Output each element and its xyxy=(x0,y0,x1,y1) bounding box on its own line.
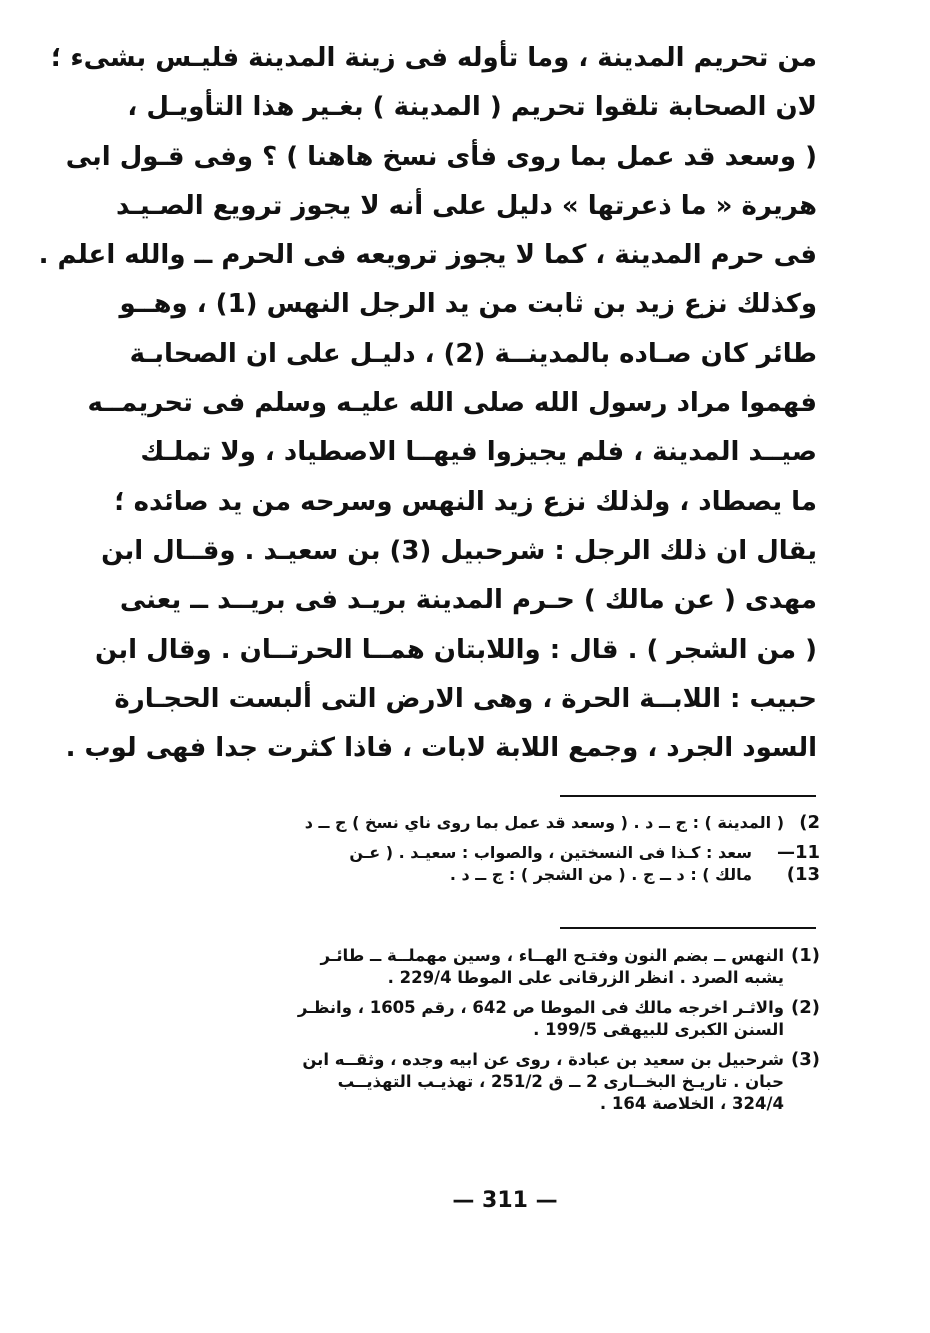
footnote xyxy=(150,997,820,1041)
text-line: وكذلك نزع زيد بن ثابت من يد الرجل النهس (1) ، وهــو xyxy=(119,289,817,320)
variant-note xyxy=(150,842,820,886)
footnote xyxy=(150,945,820,989)
text-line: ( من الشجر ) . قال : واللابتان همــا الحرتــان . وقال ابن xyxy=(95,634,817,665)
note-number: 11—13) xyxy=(776,842,820,885)
footnote-number: (2) xyxy=(791,997,820,1018)
text-line: فى حرم المدينة ، كما لا يجوز ترويعه فى الحرم ــ والله اعلم . xyxy=(38,240,817,271)
footnote-line: والاثـر اخرجه مالك فى الموطا ص 642 ، رقم 1605 ، وانظـر xyxy=(297,998,784,1017)
note-line: سعد : كـذا فى النسختين ، والصواب : سعيـد . ( عـن xyxy=(349,843,752,862)
note-number: 2) xyxy=(799,812,820,833)
footnote-line: حبان . تاريـخ البخــارى 2 ــ ق 251/2 ، تهذيـب التهذيــب xyxy=(337,1072,784,1091)
note-line: ( المدينة ) : ج ــ د . ( وسعد قد عمل بما روى ناي نسخ ) ج ــ د xyxy=(304,813,784,832)
footnote-number: (3) xyxy=(791,1049,820,1070)
text-line: طائر كان صـاده بالمدينــة (2) ، دليـل على ان الصحابـة xyxy=(129,338,817,369)
separator-rule xyxy=(560,795,816,797)
variant-notes xyxy=(150,812,820,894)
text-line: مهدى ( عن مالك ) حـرم المدينة بريـد فى بريــد ــ يعنى xyxy=(119,585,817,616)
text-line: ( وسعد قد عمل بما روى فأى نسخ هاهنا ) ؟ وفى قـول ابى xyxy=(65,141,817,172)
page-number: — 311 — xyxy=(452,1188,558,1213)
text-line: من تحريم المدينة ، وما تأوله فى زينة المدينة فليـس بشىء ؛ xyxy=(50,43,817,73)
text-line: لان الصحابة تلقوا تحريم ( المدينة ) بغـير هذا التأويـل ، xyxy=(127,92,817,123)
variant-note xyxy=(150,812,820,834)
note-line: مالك ) : د ــ ج . ( من الشجر ) : ج ــ د . xyxy=(449,865,752,884)
text-line: السود الجرد ، وجمع اللابة لابات ، فاذا كثرت جدا فهى لوب . xyxy=(65,733,817,764)
footnote-line: النهس ــ بضم النون وفتـح الهــاء ، وسين مهملــة ــ طائـر xyxy=(320,946,784,965)
text-line: صيــد المدينة ، فلم يجيزوا فيهــا الاصطياد ، ولا تملـك xyxy=(140,437,817,468)
footnotes xyxy=(150,945,820,1123)
main-text-block xyxy=(38,34,817,773)
text-line: حبيب : اللابــة الحرة ، وهى الارض التى ألبست الحجـارة xyxy=(114,683,817,714)
footnote-number: (1) xyxy=(791,945,820,966)
separator-rule xyxy=(560,927,816,929)
footnote-line: 324/4 ، الخلاصة 164 . xyxy=(599,1094,784,1113)
text-line: يقال ان ذلك الرجل : شرحبيل (3) بن سعيـد . وقــال ابن xyxy=(101,535,817,566)
text-line: هريرة « ما ذعرتها » دليل على أنه لا يجوز ترويع الصـيـد xyxy=(116,190,817,221)
text-line: فهموا مراد رسول الله صلى الله عليـه وسلم فى تحريمــه xyxy=(87,388,817,419)
footnote-line: شرحبيل بن سعيد بن عبادة ، روى عن ابيه وجده ، وثقــه ابن xyxy=(302,1050,784,1069)
footnote xyxy=(150,1049,820,1115)
text-line: ما يصطاد ، ولذلك نزع زيد النهس وسرحه من يد صائده ؛ xyxy=(114,486,817,517)
footnote-line: السنن الكبرى للبيهقى 199/5 . xyxy=(533,1020,784,1039)
footnote-line: يشبه الصرد . انظر الزرقانى على الموطا 229/4 . xyxy=(387,968,784,987)
